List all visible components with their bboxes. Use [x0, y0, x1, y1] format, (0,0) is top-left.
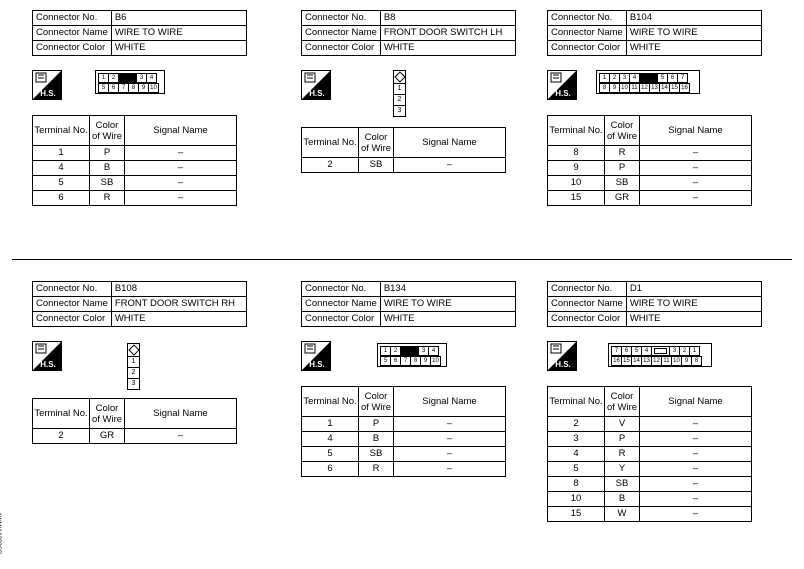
table-row: 5 SB – — [33, 176, 237, 191]
connector-face-d1 — [608, 343, 712, 367]
connector-name-value: WIRE TO WIRE — [626, 26, 761, 41]
signal-name-header: Signal Name — [125, 399, 237, 429]
table-row: 15 W – — [548, 507, 752, 522]
connector-no-label: Connector No. — [33, 282, 112, 297]
terminal-no-header: Terminal No. — [302, 128, 359, 158]
connector-name-value: FRONT DOOR SWITCH RH — [111, 297, 246, 312]
connector-info-b104 — [547, 10, 762, 56]
table-row: 2 SB – — [302, 158, 506, 173]
connector-no-label: Connector No. — [548, 11, 627, 26]
connector-info-b6 — [32, 10, 247, 56]
connector-color-label: Connector Color — [548, 41, 627, 56]
table-row: 8 SB – — [548, 477, 752, 492]
connector-no-label: Connector No. — [33, 11, 112, 26]
svg-text:H.S.: H.S. — [555, 360, 571, 369]
signal-name-header: Signal Name — [394, 387, 506, 417]
table-row: 5 SB – — [302, 447, 506, 462]
hs-harness-side-icon — [547, 70, 577, 100]
connector-name-value: WIRE TO WIRE — [626, 297, 761, 312]
connector-info-d1 — [547, 281, 762, 327]
connector-face-b6 — [95, 70, 165, 94]
connector-name-label: Connector Name — [33, 26, 112, 41]
table-row: 15 GR – — [548, 191, 752, 206]
terminal-table-b134 — [301, 386, 506, 477]
hs-harness-side-icon — [32, 341, 62, 371]
table-row: 6 R – — [33, 191, 237, 206]
table-row: 2 V – — [548, 417, 752, 432]
connector-name-value: FRONT DOOR SWITCH LH — [380, 26, 515, 41]
table-row: 2 GR – — [33, 429, 237, 444]
connector-no-value: B108 — [111, 282, 246, 297]
connector-face-b108: 1 2 3 — [127, 343, 140, 390]
pin-layout-bottom: 8 9 10 11 12 13 14 15 16 — [599, 83, 690, 93]
connector-no-value: D1 — [626, 282, 761, 297]
connector-color-label: Connector Color — [302, 41, 381, 56]
table-row: 10 B – — [548, 492, 752, 507]
connector-no-value: B134 — [380, 282, 515, 297]
terminal-no-header: Terminal No. — [302, 387, 359, 417]
terminal-no-header: Terminal No. — [548, 387, 605, 417]
table-row: 10 SB – — [548, 176, 752, 191]
connector-name-label: Connector Name — [548, 297, 627, 312]
connector-name-label: Connector Name — [33, 297, 112, 312]
terminal-table-b108 — [32, 398, 237, 444]
hs-harness-side-icon — [32, 70, 62, 100]
connector-no-label: Connector No. — [302, 282, 381, 297]
connector-no-label: Connector No. — [548, 282, 627, 297]
terminal-table-b8 — [301, 127, 506, 173]
table-row: 6 R – — [302, 462, 506, 477]
pin-layout: 1 2 3 4 — [380, 346, 439, 356]
table-row: 1 P – — [33, 146, 237, 161]
table-row: 5 Y – — [548, 462, 752, 477]
table-row: 9 P – — [548, 161, 752, 176]
figure-code — [0, 512, 1, 554]
connector-color-value: WHITE — [111, 312, 246, 327]
svg-text:H.S.: H.S. — [40, 360, 56, 369]
connector-name-label: Connector Name — [302, 26, 381, 41]
section-divider — [12, 259, 792, 260]
signal-name-header: Signal Name — [125, 116, 237, 146]
table-row: 4 B – — [33, 161, 237, 176]
connector-face-b104 — [596, 70, 700, 94]
connector-name-label: Connector Name — [302, 297, 381, 312]
connector-name-label: Connector Name — [548, 26, 627, 41]
connector-color-value: WHITE — [626, 312, 761, 327]
connector-color-value: WHITE — [380, 41, 515, 56]
connector-no-value: B8 — [380, 11, 515, 26]
wire-color-header: Color of Wire — [605, 116, 640, 146]
terminal-table-d1 — [547, 386, 752, 522]
svg-text:H.S.: H.S. — [40, 89, 56, 98]
hs-harness-side-icon — [301, 341, 331, 371]
wire-color-header: Color of Wire — [605, 387, 640, 417]
hs-harness-side-icon — [301, 70, 331, 100]
connector-color-label: Connector Color — [33, 312, 112, 327]
wire-color-header: Color of Wire — [359, 128, 394, 158]
svg-text:H.S.: H.S. — [555, 89, 571, 98]
connector-no-value: B6 — [111, 11, 246, 26]
terminal-no-header: Terminal No. — [548, 116, 605, 146]
connector-key-icon — [394, 71, 405, 83]
wire-color-header: Color of Wire — [359, 387, 394, 417]
pin-layout: 1 2 3 4 — [98, 73, 157, 83]
connector-color-label: Connector Color — [33, 41, 112, 56]
connector-color-value: WHITE — [111, 41, 246, 56]
wire-color-header: Color of Wire — [90, 116, 125, 146]
connector-color-label: Connector Color — [302, 312, 381, 327]
table-row: 4 R – — [548, 447, 752, 462]
connector-info-b8 — [301, 10, 516, 56]
signal-name-header: Signal Name — [394, 128, 506, 158]
pin-layout: 1 2 3 4 5 6 7 — [599, 73, 688, 83]
connector-color-label: Connector Color — [548, 312, 627, 327]
connector-color-value: WHITE — [626, 41, 761, 56]
connector-face-b134 — [377, 343, 447, 367]
pin-layout-bottom: 5 6 7 8 9 10 — [380, 356, 441, 366]
connector-info-b108 — [32, 281, 247, 327]
hs-harness-side-icon — [547, 341, 577, 371]
connector-face-b8: 1 2 3 — [393, 70, 406, 117]
connector-no-value: B104 — [626, 11, 761, 26]
signal-name-header: Signal Name — [640, 116, 752, 146]
svg-text:H.S.: H.S. — [309, 360, 325, 369]
table-row: 4 B – — [302, 432, 506, 447]
table-row: 3 P – — [548, 432, 752, 447]
connector-key-icon — [128, 344, 139, 356]
connector-name-value: WIRE TO WIRE — [380, 297, 515, 312]
pin-layout-bottom: 5 6 7 8 9 10 — [98, 83, 159, 93]
terminal-no-header: Terminal No. — [33, 116, 90, 146]
connector-no-label: Connector No. — [302, 11, 381, 26]
connector-name-value: WIRE TO WIRE — [111, 26, 246, 41]
svg-text:H.S.: H.S. — [309, 89, 325, 98]
pin-layout-bottom: 16 15 14 13 12 11 10 9 8 — [611, 356, 702, 366]
signal-name-header: Signal Name — [640, 387, 752, 417]
wire-color-header: Color of Wire — [90, 399, 125, 429]
table-row: 1 P – — [302, 417, 506, 432]
connector-color-value: WHITE — [380, 312, 515, 327]
terminal-table-b104 — [547, 115, 752, 206]
terminal-no-header: Terminal No. — [33, 399, 90, 429]
pin-layout: 7 6 5 4 3 2 1 — [611, 346, 700, 356]
connector-info-b134 — [301, 281, 516, 327]
table-row: 8 R – — [548, 146, 752, 161]
terminal-table-b6 — [32, 115, 237, 206]
